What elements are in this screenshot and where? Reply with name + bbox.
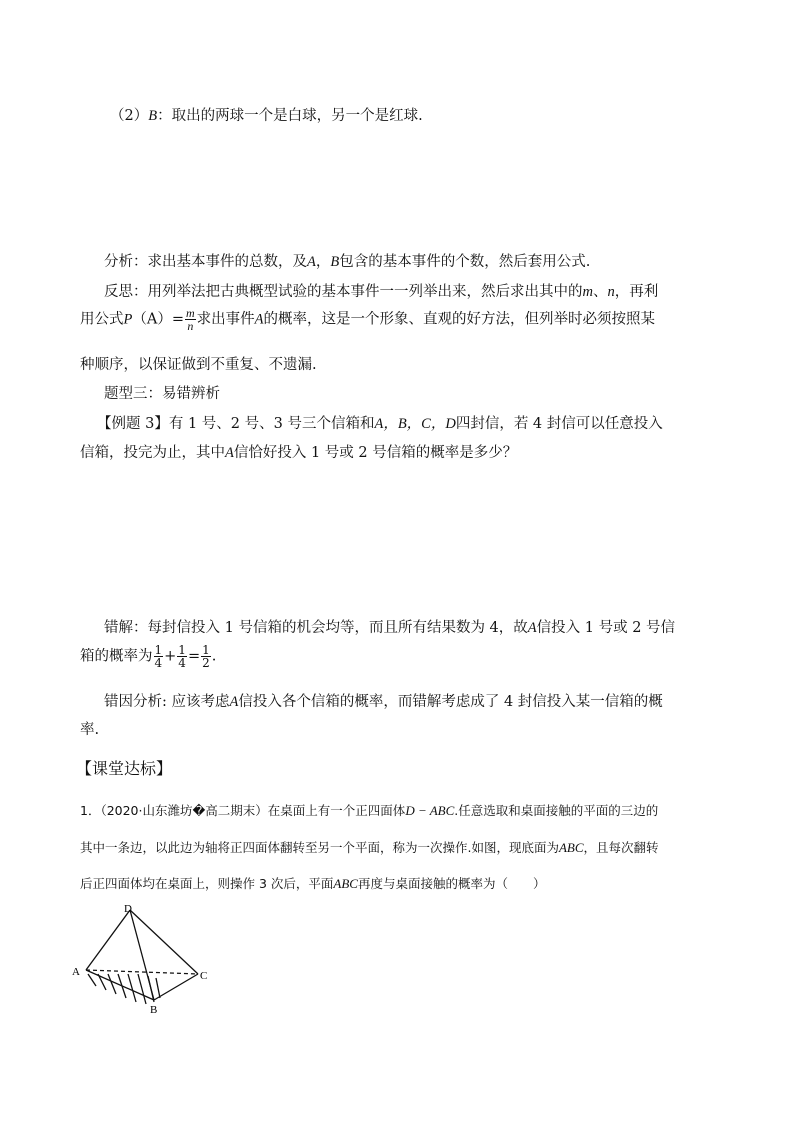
part2-line: （2）B：取出的两球一个是白球，另一个是红球. bbox=[110, 108, 423, 124]
problem1-line-1: 1．（2020·山东潍坊�高二期末）在桌面上有一个正四面体D − ABC.任意选取和桌面接触的平面的三边的 bbox=[80, 803, 659, 818]
wrong-solution-line-1: 错解：每封信投入 1 号信箱的机会均等，而且所有结果数为 4，故A信投入 1 号或 2 号信 bbox=[104, 620, 676, 636]
type3-heading: 题型三：易错辨析 bbox=[104, 386, 220, 402]
tetrahedron-figure bbox=[68, 898, 228, 1018]
section-heading: 【课堂达标】 bbox=[76, 759, 173, 778]
reflection-line-3: 种顺序，以保证做到不重复、不遗漏. bbox=[80, 357, 317, 373]
label-A: A bbox=[72, 966, 80, 978]
fraction-one-quarter-a: $\frac{1}{4}$ bbox=[154, 643, 163, 670]
edge-DC bbox=[130, 910, 198, 974]
label-C: C bbox=[200, 970, 208, 982]
edge-DA bbox=[86, 910, 130, 970]
label-B: B bbox=[150, 1004, 158, 1016]
edge-BC bbox=[154, 974, 198, 1000]
fraction-one-quarter-b: $\frac{1}{4}$ bbox=[178, 643, 186, 670]
problem1-line-3: 后正四面体均在桌面上，则操作 3 次后，平面ABC再度与桌面接触的概率为（ ） bbox=[80, 876, 546, 891]
hatched-base bbox=[88, 974, 160, 1004]
problem1-line-2: 其中一条边，以此边为轴将正四面体翻转至另一个平面，称为一次操作.如图，现底面为ABC，且每次翻转 bbox=[80, 840, 659, 855]
reflection-line-2: 用公式P（A）= $\frac{m}{n}$ 求出事件A的概率，这是一个形象、直观的好方法，但列举时必须按照某 bbox=[80, 306, 656, 333]
label-D: D bbox=[124, 903, 132, 915]
edge-AB bbox=[86, 970, 154, 1000]
reflection-line-1: 反思：用列举法把古典概型试验的基本事件一一列举出来，然后求出其中的m、n，再利 bbox=[104, 284, 659, 300]
wrong-solution-line-2: 箱的概率为 $\frac{1}{4}$ + $\frac{1}{4}$ = $\frac{1}{2}$ . bbox=[80, 643, 217, 670]
formula-fraction: $\frac{m}{n}$ bbox=[185, 306, 195, 333]
analysis-line: 分析：求出基本事件的总数，及A，B包含的基本事件的个数，然后套用公式. bbox=[104, 254, 591, 270]
edge-AC-hidden bbox=[86, 970, 198, 974]
example3-line-1: 【例题 3】有 1 号、2 号、3 号三个信箱和A，B，C，D四封信，若 4 封信可以任意投入 bbox=[97, 416, 663, 432]
example3-line-2: 信箱，投完为止，其中A信恰好投入 1 号或 2 号信箱的概率是多少？ bbox=[80, 445, 518, 461]
fraction-one-half: $\frac{1}{2}$ bbox=[202, 643, 210, 670]
cause-analysis-line-2: 率. bbox=[80, 722, 100, 738]
cause-analysis-line-1: 错因分析: 应该考虑A信投入各个信箱的概率，而错解考虑成了 4 封信投入某一信箱的概 bbox=[104, 694, 663, 710]
